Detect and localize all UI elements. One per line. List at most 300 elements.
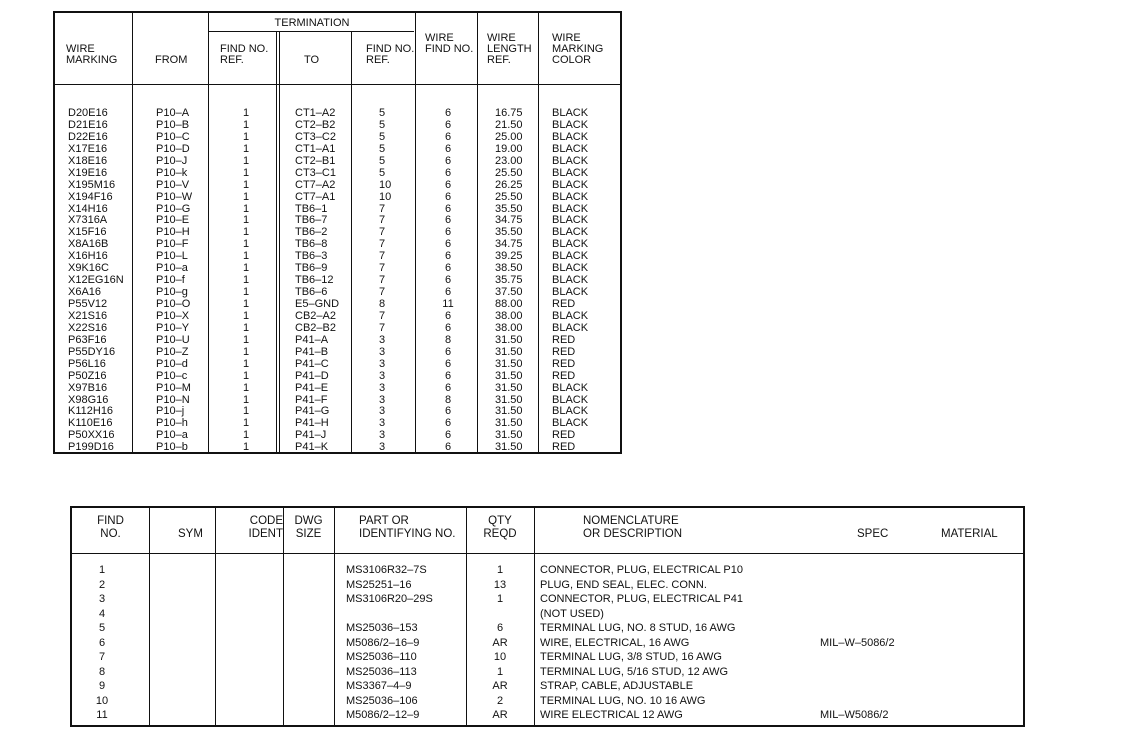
- wire-cell: 3: [379, 333, 386, 346]
- wire-cell: 1: [242, 369, 250, 382]
- wire-cell: 1: [242, 274, 250, 287]
- parts-cell: [820, 578, 895, 593]
- wire-cell: 6: [444, 130, 452, 143]
- wire-cell: P41–K: [295, 441, 329, 454]
- column-to: [295, 108, 339, 454]
- wire-cell: 7: [379, 202, 386, 215]
- parts-cell: [820, 592, 895, 607]
- wire-cell: CT3–C2: [295, 130, 336, 143]
- parts-cell: MIL–W–5086/2: [820, 636, 895, 649]
- wire-cell: X17E16: [68, 142, 108, 155]
- wire-cell: 11: [442, 298, 454, 310]
- wire-cell: K110E16: [68, 417, 113, 430]
- wire-cell: CT2–B1: [295, 154, 336, 167]
- parts-cell: 1: [496, 665, 504, 678]
- wire-cell: BLACK: [552, 405, 589, 418]
- wire-cell: X97B16: [68, 381, 108, 394]
- wire-cell: 35.75: [495, 274, 523, 287]
- wire-cell: 31.50: [495, 417, 523, 430]
- wire-cell: P10–g: [156, 286, 188, 299]
- wire-cell: P41–J: [295, 429, 327, 442]
- wire-cell: 1: [242, 190, 250, 203]
- column-divider: [351, 31, 352, 452]
- parts-cell: 10: [493, 651, 507, 663]
- parts-cell: [820, 694, 895, 709]
- header-material: MATERIAL: [941, 528, 998, 540]
- wire-cell: 6: [444, 190, 452, 203]
- wire-cell: 31.50: [495, 345, 523, 358]
- wire-cell: BLACK: [552, 202, 589, 215]
- parts-cell: 7: [98, 651, 106, 663]
- wire-cell: 1: [242, 262, 250, 275]
- wire-cell: 6: [444, 429, 452, 442]
- wire-cell: P10–N: [156, 393, 190, 406]
- wire-cell: X15F16: [68, 226, 107, 239]
- wire-cell: 16.75: [495, 107, 523, 119]
- parts-cell: TERMINAL LUG, 5/16 STUD, 12 AWG: [540, 665, 729, 678]
- wire-cell: BLACK: [552, 274, 589, 287]
- wire-cell: TB6–9: [295, 262, 328, 275]
- header-find-no-ref-from: FIND NO. REF.: [220, 43, 269, 66]
- wire-cell: 31.50: [495, 441, 523, 454]
- wire-cell: X8A16B: [68, 238, 109, 251]
- column-divider: [149, 508, 150, 725]
- wire-cell: 1: [242, 214, 250, 227]
- wire-cell: P41–A: [295, 333, 329, 346]
- parts-cell: AR: [492, 636, 508, 649]
- header-from: FROM: [155, 54, 188, 66]
- wire-cell: 1: [242, 357, 250, 370]
- wire-cell: 31.50: [495, 357, 523, 370]
- header-nomenclature: NOMENCLATURE OR DESCRIPTION: [583, 515, 683, 540]
- wire-cell: 26.25: [495, 178, 523, 191]
- wire-cell: 3: [379, 381, 386, 394]
- wire-cell: 7: [379, 286, 386, 299]
- wire-cell: P10–b: [156, 441, 188, 454]
- wire-cell: 25.00: [495, 130, 523, 143]
- wire-cell: P10–G: [156, 202, 191, 215]
- wire-cell: 6: [444, 441, 452, 454]
- header-find-no-ref-to: FIND NO. REF.: [366, 43, 415, 66]
- wire-cell: P10–a: [156, 429, 188, 442]
- header-divider: [55, 84, 620, 85]
- wire-cell: 38.00: [495, 309, 523, 322]
- wire-cell: RED: [552, 357, 576, 370]
- wire-cell: BLACK: [552, 190, 589, 203]
- wire-cell: BLACK: [552, 321, 589, 334]
- wire-cell: E5–GND: [295, 298, 340, 310]
- parts-cell: 10: [95, 694, 109, 707]
- wire-cell: 6: [444, 274, 452, 287]
- wire-cell: P10–M: [156, 381, 191, 394]
- wire-cell: 10: [379, 178, 392, 191]
- wire-cell: 19.00: [495, 142, 523, 155]
- wire-cell: 7: [379, 214, 386, 227]
- wire-cell: P10–Z: [156, 345, 189, 358]
- wire-cell: P41–H: [295, 417, 329, 430]
- parts-cell: [820, 650, 895, 665]
- column-nomenclature: [540, 563, 743, 723]
- wire-cell: TB6–8: [295, 238, 328, 251]
- parts-cell: MS25036–113: [346, 665, 417, 678]
- wire-cell: 3: [379, 393, 386, 406]
- wire-cell: 1: [242, 166, 250, 179]
- wire-cell: 1: [242, 118, 250, 131]
- column-find-no-ref-from: [238, 108, 254, 454]
- header-dwg-size: DWG SIZE: [294, 515, 323, 540]
- wire-cell: 3: [379, 405, 386, 418]
- parts-cell: 13: [493, 578, 507, 591]
- parts-cell: MS25036–153: [346, 622, 418, 634]
- parts-cell: WIRE, ELECTRICAL, 16 AWG: [540, 636, 690, 649]
- wire-cell: 31.50: [495, 405, 523, 418]
- column-divider: [132, 13, 133, 452]
- wire-cell: P41–F: [295, 393, 328, 406]
- wire-cell: TB6–3: [295, 250, 328, 263]
- parts-cell: MS3106R20–29S: [346, 593, 433, 605]
- wire-cell: P10–C: [156, 130, 190, 143]
- wire-cell: CT3–C1: [295, 166, 336, 179]
- column-wire-find-no: [437, 108, 459, 454]
- parts-cell: 1: [98, 564, 106, 576]
- wire-cell: 6: [444, 226, 452, 239]
- wire-cell: 21.50: [495, 118, 523, 131]
- parts-cell: 9: [98, 680, 106, 692]
- wire-cell: 7: [379, 238, 386, 251]
- parts-cell: MS3367–4–9: [346, 680, 412, 692]
- wire-cell: 6: [444, 381, 452, 394]
- column-part-no: [346, 563, 433, 723]
- parts-cell: STRAP, CABLE, ADJUSTABLE: [540, 680, 694, 692]
- parts-cell: [820, 563, 895, 578]
- wire-cell: 88.00: [495, 298, 523, 310]
- wire-cell: 5: [379, 118, 386, 131]
- parts-cell: MS25036–110: [346, 651, 417, 663]
- column-wire-length: [495, 108, 523, 454]
- wire-cell: 31.50: [495, 393, 523, 406]
- parts-cell: 2: [496, 694, 504, 707]
- column-divider: [477, 13, 478, 452]
- wire-cell: BLACK: [552, 286, 589, 299]
- wire-cell: 1: [242, 130, 250, 143]
- wire-cell: RED: [552, 345, 576, 358]
- parts-cell: MS25036–106: [346, 694, 418, 707]
- wire-cell: 31.50: [495, 369, 523, 382]
- parts-cell: (NOT USED): [540, 607, 604, 620]
- wire-cell: 1: [242, 393, 250, 406]
- wire-cell: 6: [444, 417, 452, 430]
- wire-cell: 6: [444, 405, 452, 418]
- wire-cell: P10–U: [156, 333, 190, 346]
- wire-cell: 6: [444, 286, 452, 299]
- wire-cell: 6: [444, 238, 452, 251]
- parts-cell: 5: [98, 622, 106, 634]
- parts-cell: [820, 607, 895, 622]
- parts-cell: [820, 665, 895, 680]
- wire-cell: 6: [444, 250, 452, 263]
- wire-cell: P41–G: [295, 405, 330, 418]
- wire-cell: P50Z16: [68, 369, 107, 382]
- wire-cell: X9K16C: [68, 262, 109, 275]
- wire-cell: 8: [444, 393, 452, 406]
- wire-cell: 1: [242, 154, 250, 167]
- wire-cell: P10–d: [156, 357, 188, 370]
- wire-cell: X21S16: [68, 309, 108, 322]
- wire-cell: P41–E: [295, 381, 329, 394]
- wire-cell: TB6–7: [295, 214, 328, 227]
- wire-cell: P10–j: [156, 405, 185, 418]
- header-qty-reqd: QTY REQD: [483, 515, 517, 540]
- parts-cell: TERMINAL LUG, 3/8 STUD, 16 AWG: [540, 651, 722, 663]
- parts-cell: 4: [98, 607, 106, 620]
- wire-cell: 1: [242, 202, 250, 215]
- parts-cell: MS25251–16: [346, 578, 412, 591]
- column-divider: [276, 31, 277, 452]
- wire-cell: CT7–A2: [295, 178, 336, 191]
- wire-cell: 6: [444, 309, 452, 322]
- wire-cell: 31.50: [495, 333, 523, 346]
- column-divider: [334, 508, 335, 725]
- wire-cell: P10–B: [156, 118, 190, 131]
- wire-cell: RED: [552, 333, 576, 346]
- wire-cell: 1: [242, 381, 250, 394]
- wire-cell: 3: [379, 345, 386, 358]
- wire-cell: P10–A: [156, 107, 190, 119]
- wire-cell: 1: [242, 405, 250, 418]
- column-qty-reqd: [466, 563, 534, 723]
- wire-cell: X12EG16N: [68, 274, 124, 287]
- wire-cell: 1: [242, 429, 250, 442]
- wire-cell: P10–k: [156, 166, 188, 179]
- parts-cell: [466, 607, 534, 622]
- wire-cell: 6: [444, 369, 452, 382]
- column-divider: [279, 31, 280, 452]
- wire-cell: P10–a: [156, 262, 188, 275]
- wire-cell: 1: [242, 321, 250, 334]
- wire-cell: RED: [552, 369, 576, 382]
- wire-cell: 5: [379, 130, 386, 143]
- wire-cell: P10–c: [156, 369, 188, 382]
- wire-cell: P10–Y: [156, 321, 190, 334]
- wire-cell: 1: [242, 309, 250, 322]
- wire-cell: 35.50: [495, 226, 523, 239]
- column-divider: [534, 508, 535, 725]
- wire-cell: 5: [379, 166, 386, 179]
- parts-cell: WIRE ELECTRICAL 12 AWG: [540, 709, 683, 721]
- wire-cell: BLACK: [552, 118, 589, 131]
- wire-cell: P10–L: [156, 250, 188, 263]
- wire-cell: 5: [379, 142, 386, 155]
- wire-cell: 1: [242, 286, 250, 299]
- wire-cell: 3: [379, 441, 386, 454]
- wire-cell: CT1–A2: [295, 107, 336, 119]
- wire-cell: 34.75: [495, 238, 523, 251]
- wire-cell: 25.50: [495, 166, 523, 179]
- wire-cell: BLACK: [552, 178, 589, 191]
- wire-cell: BLACK: [552, 226, 589, 239]
- wire-cell: 23.00: [495, 154, 523, 167]
- wire-cell: CT1–A1: [295, 142, 336, 155]
- parts-cell: PLUG, END SEAL, ELEC. CONN.: [540, 578, 707, 591]
- wire-cell: TB6–1: [295, 202, 328, 215]
- header-wire-marking: WIRE MARKING: [66, 43, 118, 66]
- header-wire-marking-color: WIRE MARKING COLOR: [552, 32, 604, 66]
- wire-cell: 1: [242, 178, 250, 191]
- wire-cell: 8: [444, 333, 452, 346]
- wire-cell: 6: [444, 118, 452, 131]
- wire-cell: P10–O: [156, 298, 191, 310]
- wire-cell: 3: [379, 369, 386, 382]
- wire-cell: BLACK: [552, 130, 589, 143]
- wire-cell: P41–D: [295, 369, 329, 382]
- wire-cell: P50XX16: [68, 429, 115, 442]
- wire-cell: BLACK: [552, 381, 589, 394]
- wire-cell: P10–H: [156, 226, 190, 239]
- wire-cell: 38.00: [495, 321, 523, 334]
- wire-cell: BLACK: [552, 393, 589, 406]
- wire-cell: 3: [379, 417, 386, 430]
- wire-cell: 1: [242, 238, 250, 251]
- wire-cell: BLACK: [552, 107, 589, 119]
- header-sym: SYM: [178, 528, 203, 540]
- wire-cell: P41–B: [295, 345, 329, 358]
- wire-cell: P10–X: [156, 309, 190, 322]
- parts-cell: MIL–W5086/2: [820, 709, 889, 721]
- wire-cell: 1: [242, 142, 250, 155]
- parts-list-table: [70, 506, 1025, 727]
- header-spec: SPEC: [857, 528, 889, 540]
- header-termination: TERMINATION: [274, 17, 350, 29]
- wire-cell: X195M16: [68, 178, 116, 191]
- parts-cell: 6: [496, 622, 504, 634]
- wire-cell: P56L16: [68, 357, 106, 370]
- wire-cell: BLACK: [552, 309, 589, 322]
- wire-cell: X7316A: [68, 214, 108, 227]
- wire-cell: P41–C: [295, 357, 329, 370]
- wire-cell: 6: [444, 357, 452, 370]
- parts-cell: [346, 607, 433, 622]
- header-wire-length-ref: WIRE LENGTH REF.: [487, 32, 532, 66]
- wire-cell: P10–V: [156, 178, 190, 191]
- parts-cell: TERMINAL LUG, NO. 10 16 AWG: [540, 694, 706, 707]
- wire-cell: 38.50: [495, 262, 523, 275]
- wire-cell: 7: [379, 262, 386, 275]
- wire-cell: TB6–6: [295, 286, 328, 299]
- wire-cell: BLACK: [552, 238, 589, 251]
- wire-cell: 8: [379, 298, 386, 310]
- parts-cell: M5086/2–12–9: [346, 709, 420, 721]
- parts-cell: CONNECTOR, PLUG, ELECTRICAL P10: [540, 564, 743, 576]
- header-to: TO: [304, 54, 320, 66]
- wire-cell: 1: [242, 107, 250, 119]
- column-wire-color: [552, 108, 588, 454]
- wire-cell: 6: [444, 107, 452, 119]
- wire-cell: BLACK: [552, 154, 589, 167]
- wire-cell: X14H16: [68, 202, 108, 215]
- wire-cell: D20E16: [68, 107, 108, 119]
- wire-cell: 6: [444, 154, 452, 167]
- wire-cell: X22S16: [68, 321, 108, 334]
- wire-cell: 37.50: [495, 286, 523, 299]
- wire-cell: 10: [379, 190, 392, 203]
- wire-cell: 39.25: [495, 250, 523, 263]
- parts-cell: 3: [98, 593, 106, 605]
- wire-cell: TB6–12: [295, 274, 334, 287]
- wire-cell: X98G16: [68, 393, 109, 406]
- parts-cell: AR: [492, 680, 508, 692]
- parts-cell: 2: [98, 578, 106, 591]
- column-find-no: [72, 563, 132, 723]
- column-divider: [415, 13, 416, 452]
- wire-cell: CB2–B2: [295, 321, 336, 334]
- header-code-ident: CODE IDENT: [248, 515, 283, 540]
- wire-cell: 6: [444, 166, 452, 179]
- wire-cell: 6: [444, 262, 452, 275]
- parts-cell: 6: [98, 636, 106, 649]
- wire-cell: X16H16: [68, 250, 108, 263]
- column-wire-marking: [68, 108, 124, 454]
- wire-cell: X19E16: [68, 166, 108, 179]
- wire-cell: P199D16: [68, 441, 114, 454]
- header-divider: [72, 553, 1023, 554]
- wire-cell: 7: [379, 321, 386, 334]
- wire-cell: 6: [444, 142, 452, 155]
- wire-cell: 7: [379, 250, 386, 263]
- parts-cell: 1: [496, 564, 504, 576]
- wire-cell: 5: [379, 107, 386, 119]
- column-divider: [538, 13, 539, 452]
- wire-cell: P10–f: [156, 274, 185, 287]
- wire-cell: 6: [444, 321, 452, 334]
- wire-cell: RED: [552, 441, 576, 454]
- wire-cell: CT2–B2: [295, 118, 336, 131]
- wire-cell: D21E16: [68, 118, 108, 131]
- wire-cell: CB2–A2: [295, 309, 336, 322]
- termination-divider: [208, 31, 414, 32]
- parts-cell: [820, 679, 895, 694]
- column-find-no-ref-to: [379, 108, 391, 454]
- wire-cell: 6: [444, 345, 452, 358]
- wire-cell: 1: [242, 298, 250, 310]
- wire-cell: BLACK: [552, 250, 589, 263]
- wire-cell: P10–W: [156, 190, 193, 203]
- wire-cell: 6: [444, 202, 452, 215]
- wire-cell: 25.50: [495, 190, 523, 203]
- parts-cell: TERMINAL LUG, NO. 8 STUD, 16 AWG: [540, 622, 736, 634]
- column-from: [156, 108, 192, 454]
- parts-cell: MS3106R32–7S: [346, 564, 427, 576]
- wire-cell: 34.75: [495, 214, 523, 227]
- wire-cell: BLACK: [552, 214, 589, 227]
- wire-cell: 1: [242, 345, 250, 358]
- wire-cell: P10–E: [156, 214, 190, 227]
- header-find-no: FIND NO.: [97, 515, 124, 540]
- parts-cell: 1: [496, 593, 504, 605]
- wire-cell: BLACK: [552, 262, 589, 275]
- wire-cell: BLACK: [552, 417, 589, 430]
- header-wire-find-no: WIRE FIND NO.: [425, 32, 474, 55]
- wire-cell: 6: [444, 178, 452, 191]
- wire-cell: 6: [444, 214, 452, 227]
- wire-cell: 7: [379, 274, 386, 287]
- wire-cell: 1: [242, 333, 250, 346]
- wire-cell: X194F16: [68, 190, 113, 203]
- wire-cell: 35.50: [495, 202, 523, 215]
- wire-cell: 3: [379, 429, 386, 442]
- wire-cell: K112H16: [68, 405, 114, 418]
- wire-cell: 1: [242, 226, 250, 239]
- wire-cell: BLACK: [552, 166, 589, 179]
